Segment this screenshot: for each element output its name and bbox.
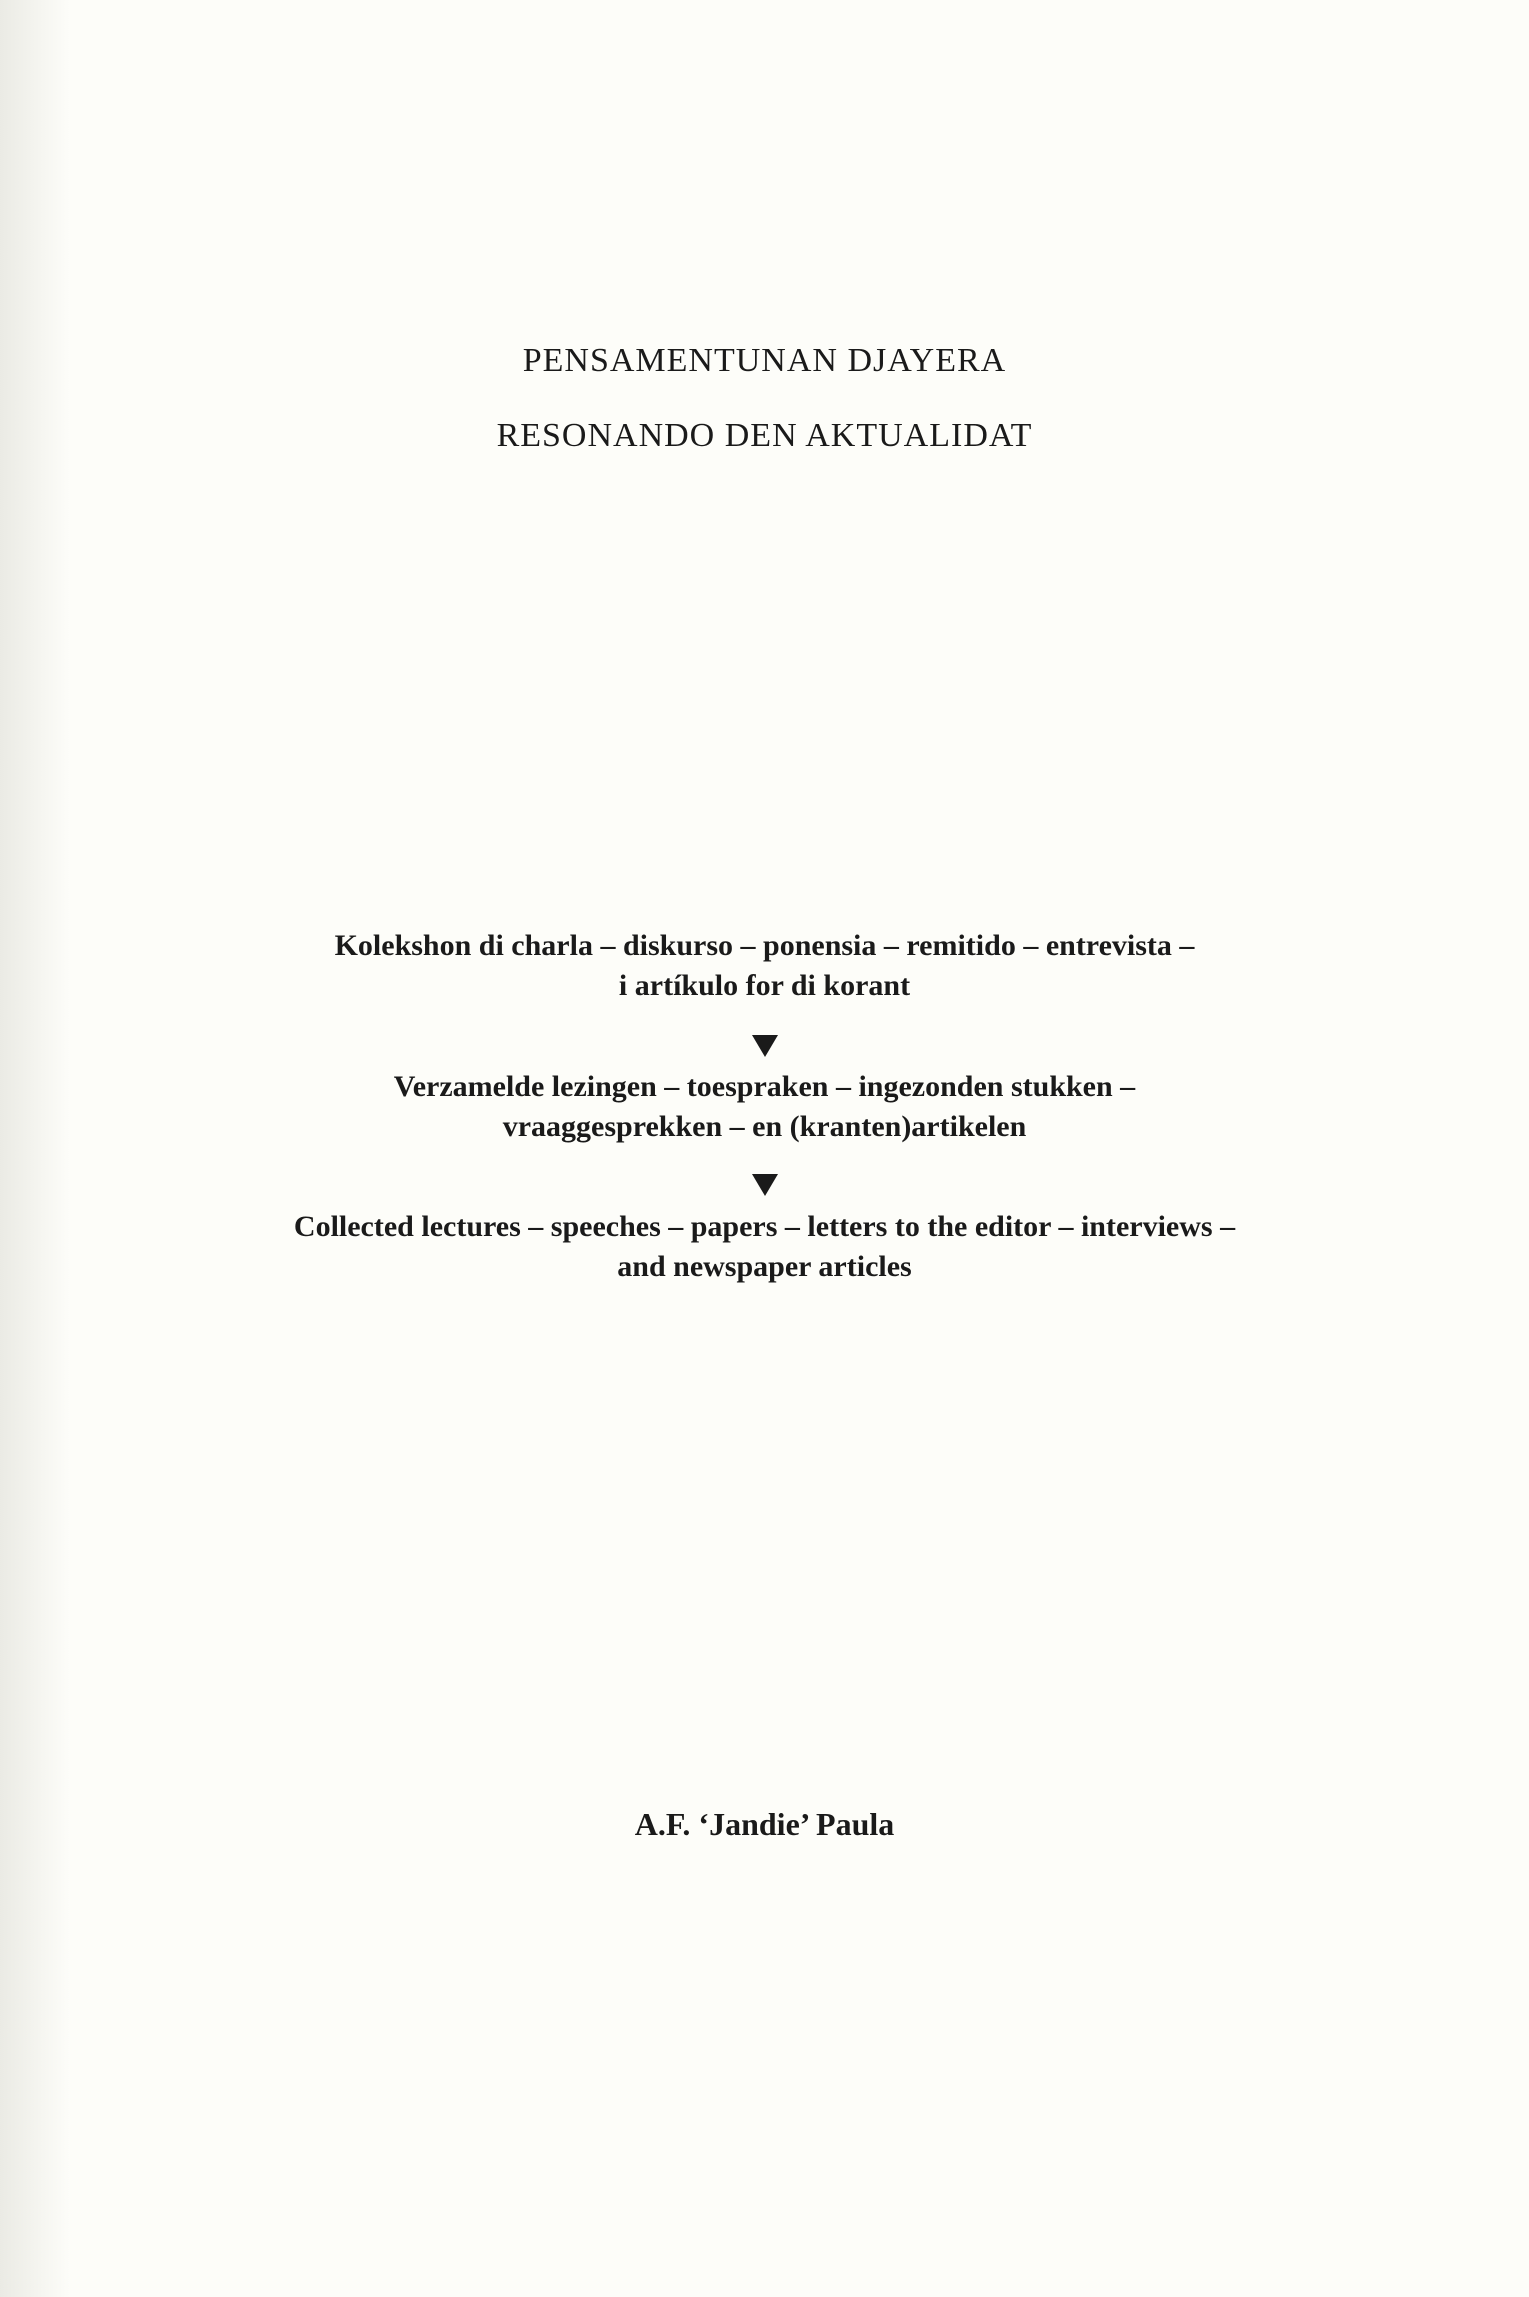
down-triangle-icon — [0, 1035, 1529, 1057]
description-line: and newspaper articles — [617, 1250, 912, 1283]
description-english — [0, 1207, 1529, 1287]
description-line: Collected lectures – speeches – papers – letters to the editor – interviews – — [293, 1210, 1236, 1243]
description-line: i artíkulo for di korant — [618, 969, 911, 1002]
down-triangle-icon — [0, 1174, 1529, 1196]
description-dutch — [0, 1067, 1529, 1147]
page-title: PENSAMENTUNAN DJAYERA — [522, 342, 1007, 379]
description-line: vraaggesprekken – en (kranten)artikelen — [502, 1110, 1027, 1143]
description-line: Kolekshon di charla – diskurso – ponensia – remitido – entrevista – — [334, 929, 1195, 962]
page-subtitle: RESONANDO DEN AKTUALIDAT — [496, 417, 1033, 454]
author-name: A.F. ‘Jandie’ Paula — [634, 1806, 895, 1842]
description-papiamentu — [0, 926, 1529, 1006]
description-line: Verzamelde lezingen – toespraken – ingezonden stukken – — [393, 1070, 1136, 1103]
